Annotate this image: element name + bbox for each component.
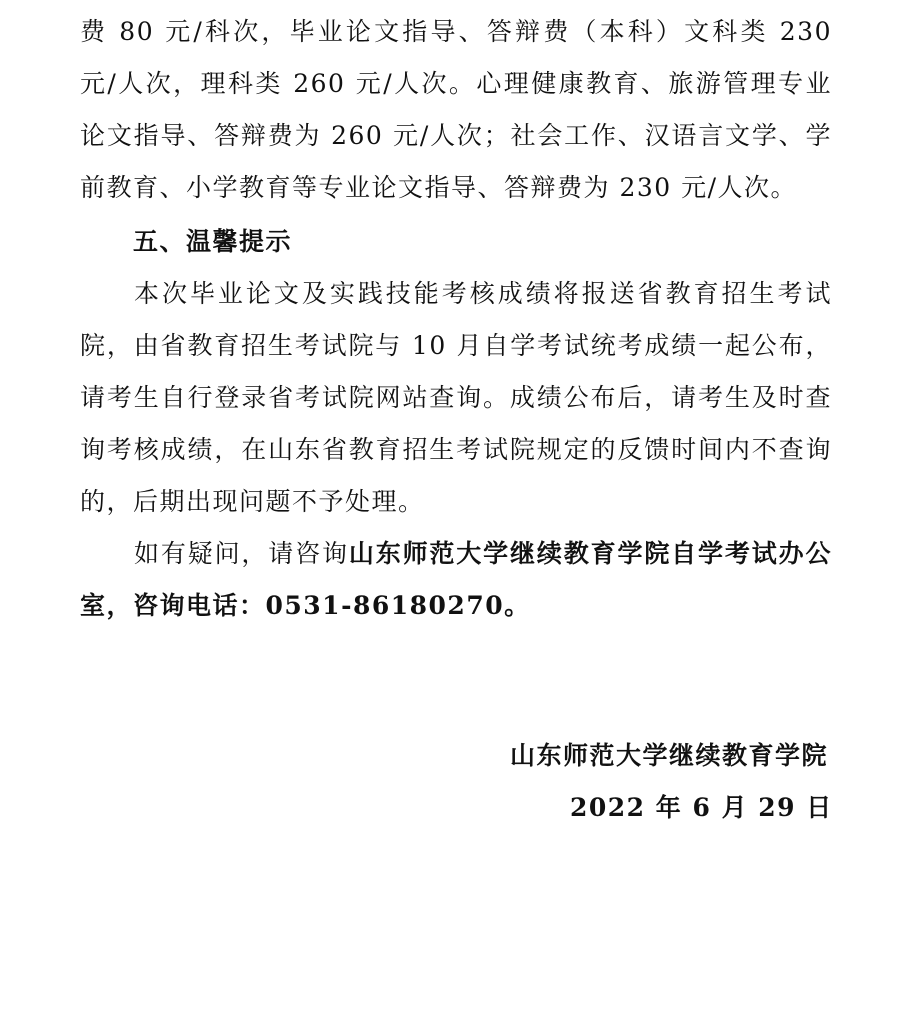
contact-prefix: 如有疑问，请咨询 bbox=[134, 539, 349, 568]
signature-organization: 山东师范大学继续教育学院 bbox=[509, 741, 828, 770]
paragraph-results: 本次毕业论文及实践技能考核成绩将报送省教育招生考试院，由省教育招生考试院与 10 月自学考试统考成绩一起公布，请考生自行登录省考试院网站查询。成绩公布后，请考生及时查询考核成绩，在山东省教育招生考试院规定的反馈时间内不查询的，后期出现问题不予处理。 bbox=[80, 279, 832, 516]
section-heading-tips: 五、温馨提示 bbox=[133, 227, 293, 256]
paragraph-fees: 费 80 元/科次，毕业论文指导、答辩费（本科）文科类 230 元/人次，理科类 260 元/人次。心理健康教育、旅游管理专业论文指导、答辩费为 260 元/人次；社会工作、汉语言文学、学前教育、小学教育等专业论文指导、答辩费为 230 元/人次。 bbox=[80, 17, 832, 202]
contact-office-phone: 山东师范大学继续教育学院自学考试办公室，咨询电话：0531-86180270。 bbox=[80, 539, 832, 620]
paragraph-contact bbox=[80, 528, 832, 632]
signature-date: 2022 年 6 月 29 日 bbox=[570, 793, 833, 822]
